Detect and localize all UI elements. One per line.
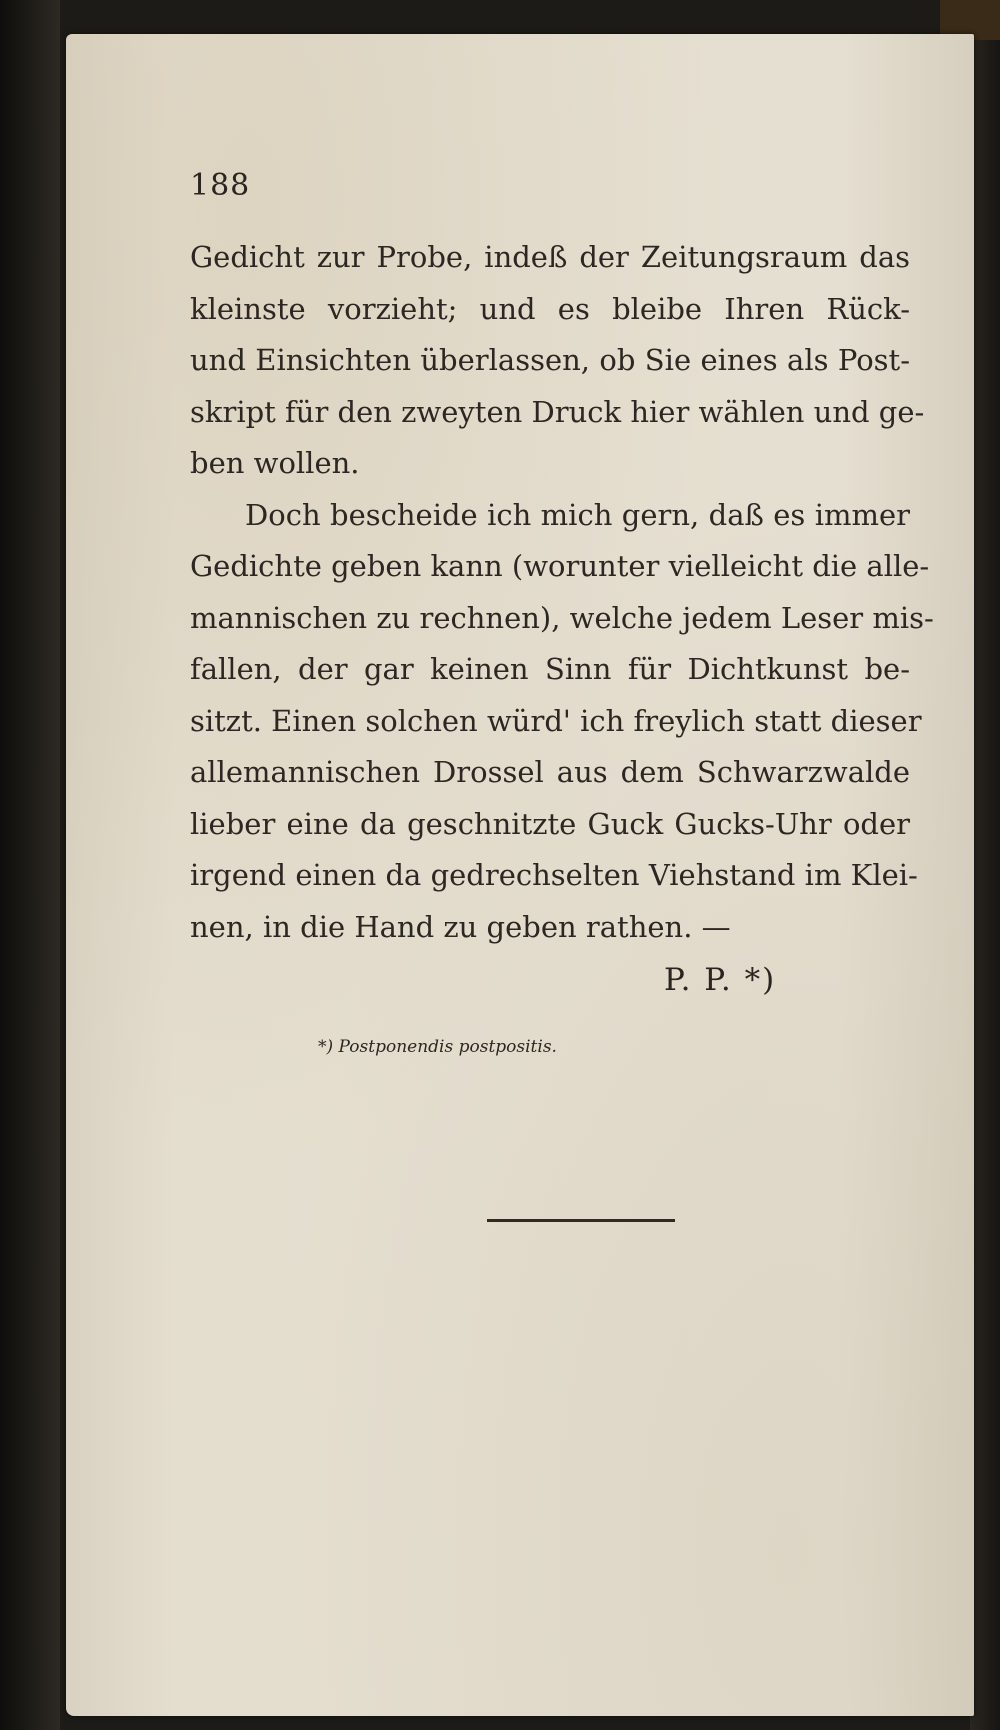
text-line: fallen, der gar keinen Sinn für Dichtkunst be- [190,652,910,686]
text-line: lieber eine da geschnitzte Guck Gucks-Uhr oder [190,806,910,841]
text-line: mannischen zu rechnen), welche jedem Leser mis- [190,600,934,635]
signature: P. P. *) [664,962,777,998]
text-line: Gedichte geben kann (worunter vielleicht die alle- [190,549,930,583]
text-line: sitzt. Einen solchen würd' ich freylich statt dieser [190,703,922,738]
book-spine-edge [0,0,60,1730]
body-text [190,232,934,953]
text-line: Gedicht zur Probe, indeß der Zeitungsraum das [190,240,910,274]
text-line: skript für den zweyten Druck hier wählen und ge- [190,394,925,429]
text-line: ben wollen. [190,446,360,480]
text-line: kleinste vorzieht; und es bleibe Ihren Rück- [190,291,910,326]
text-line: und Einsichten überlassen, ob Sie eines als Post- [190,343,910,377]
text-line: irgend einen da gedrechselten Viehstand im Klei- [190,858,918,892]
section-end-rule [487,1219,675,1222]
text-line: Doch bescheide ich mich gern, daß es immer [245,497,910,532]
text-line: allemannischen Drossel aus dem Schwarzwalde [190,755,910,789]
page-number: 188 [190,168,251,203]
book-right-edge [970,0,1000,1730]
footnote: *) Postponendis postpositis. [318,1037,557,1057]
text-line: nen, in die Hand zu geben rathen. — [190,909,731,944]
